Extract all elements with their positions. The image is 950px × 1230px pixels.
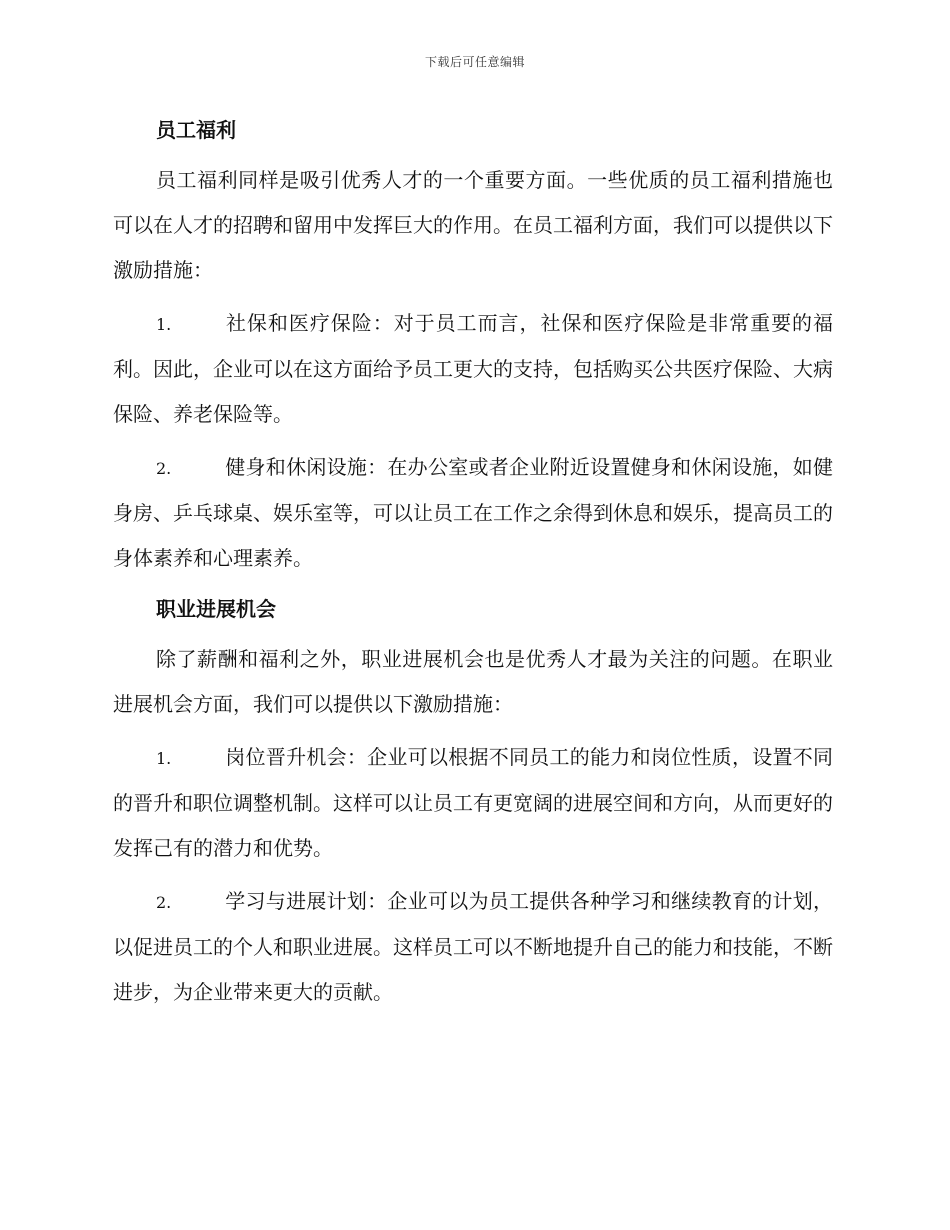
list-item: [113, 301, 833, 437]
list-item-number: 1.: [156, 315, 172, 334]
list-item-number: 2.: [156, 459, 172, 478]
list-item-title: 健身和休闲设施：: [225, 455, 388, 479]
page-header: 下载后可任意编辑: [424, 55, 525, 69]
list-item-number: 1.: [156, 749, 172, 768]
list-item: [113, 879, 833, 1015]
document-body: [113, 110, 833, 1023]
section-heading-career-development: 职业进展机会: [156, 597, 276, 621]
list-item-title: 社保和医疗保险：: [225, 311, 394, 335]
section-intro-paragraph: 除了薪酬和福利之外，职业进展机会也是优秀人才最为关注的问题。在职业进展机会方面，我们可以提供以下激励措施：: [113, 647, 833, 716]
list-item-text: 对于员工而言，社保和医疗保险是非常重要的福利。因此，企业可以在这方面给予员工更大的支持，包括购买公共医疗保险、大病保险、养老保险等。: [113, 311, 834, 426]
list-item-number: 2.: [156, 893, 172, 912]
list-item-title: 岗位晋升机会：: [225, 745, 368, 769]
list-item: [113, 735, 833, 871]
section-intro-paragraph: 员工福利同样是吸引优秀人才的一个重要方面。一些优质的员工福利措施也可以在人才的招聘和留用中发挥巨大的作用。在员工福利方面，我们可以提供以下激励措施：: [113, 168, 833, 282]
list-item-text: 企业可以根据不同员工的能力和岗位性质，设置不同的晋升和职位调整机制。这样可以让员工有更宽阔的进展空间和方向，从而更好的发挥己有的潜力和优势。: [113, 745, 834, 860]
list-item: [113, 445, 833, 581]
list-item-text: 企业可以为员工提供各种学习和继续教育的计划，以促进员工的个人和职业进展。这样员工可以不断地提升自己的能力和技能，不断进步，为企业带来更大的贡献。: [113, 889, 834, 1004]
list-item-text: 在办公室或者企业附近设置健身和休闲设施，如健身房、乒乓球桌、娱乐室等，可以让员工在工作之余得到休息和娱乐，提高员工的身体素养和心理素养。: [113, 455, 834, 570]
section-heading-employee-benefits: 员工福利: [156, 118, 236, 142]
list-item-title: 学习与进展计划：: [225, 889, 388, 913]
